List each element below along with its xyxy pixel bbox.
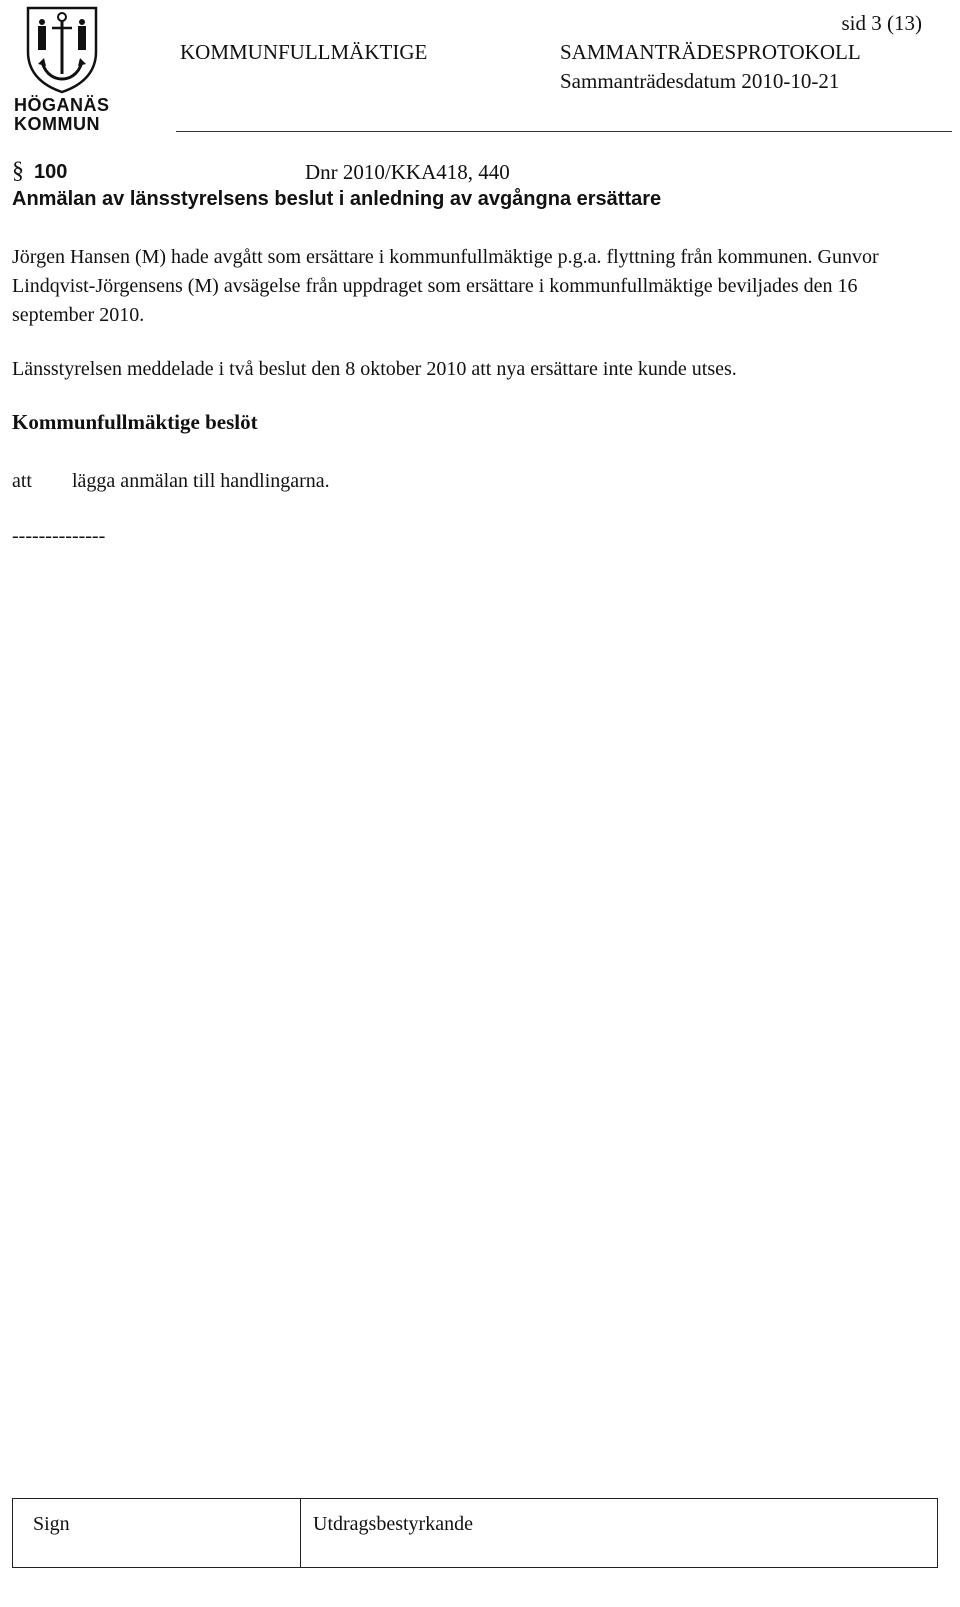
meeting-date: Sammanträdesdatum 2010-10-21 (560, 69, 840, 93)
decision-text: lägga anmälan till handlingarna. (72, 470, 330, 492)
coat-of-arms-icon (22, 4, 102, 94)
decision-heading: Kommunfullmäktige beslöt (12, 410, 258, 434)
separator-dashes: -------------- (12, 525, 106, 547)
paragraph-county-board: Länsstyrelsen meddelade i två beslut den 8 oktober 2010 att nya ersättare inte kunde utses. (12, 358, 737, 380)
logo-text-line2: KOMMUN (14, 114, 100, 134)
sign-cell (13, 1499, 301, 1567)
section-number: 100 (34, 161, 68, 183)
signature-table (12, 1498, 938, 1568)
header-divider (176, 131, 952, 132)
document-type: SAMMANTRÄDESPROTOKOLL (560, 40, 861, 64)
municipality-logo (14, 4, 114, 134)
logo-text-line1: HÖGANÄS (14, 95, 110, 115)
paragraph-symbol: § (12, 158, 24, 184)
decision-keyword: att (12, 470, 32, 492)
certification-label: Utdragsbestyrkande (313, 1513, 473, 1535)
diary-number: Dnr 2010/KKA418, 440 (305, 160, 510, 184)
certification-cell (301, 1499, 937, 1567)
sign-label: Sign (33, 1513, 70, 1535)
organ-name: KOMMUNFULLMÄKTIGE (180, 40, 428, 64)
section-number-line (12, 158, 67, 185)
page-number: sid 3 (13) (841, 11, 922, 35)
paragraph-resignation: Jörgen Hansen (M) hade avgått som ersättare i kommunfullmäktige p.g.a. flyttning från kommunen. Gunvor Lindqvist-Jörgensens (M) avsägelse från uppdraget som ersättare i kommunfullmäktige beviljades den 16 september 2010. (12, 246, 879, 326)
section-title: Anmälan av länsstyrelsens beslut i anledning av avgångna ersättare (12, 188, 662, 210)
